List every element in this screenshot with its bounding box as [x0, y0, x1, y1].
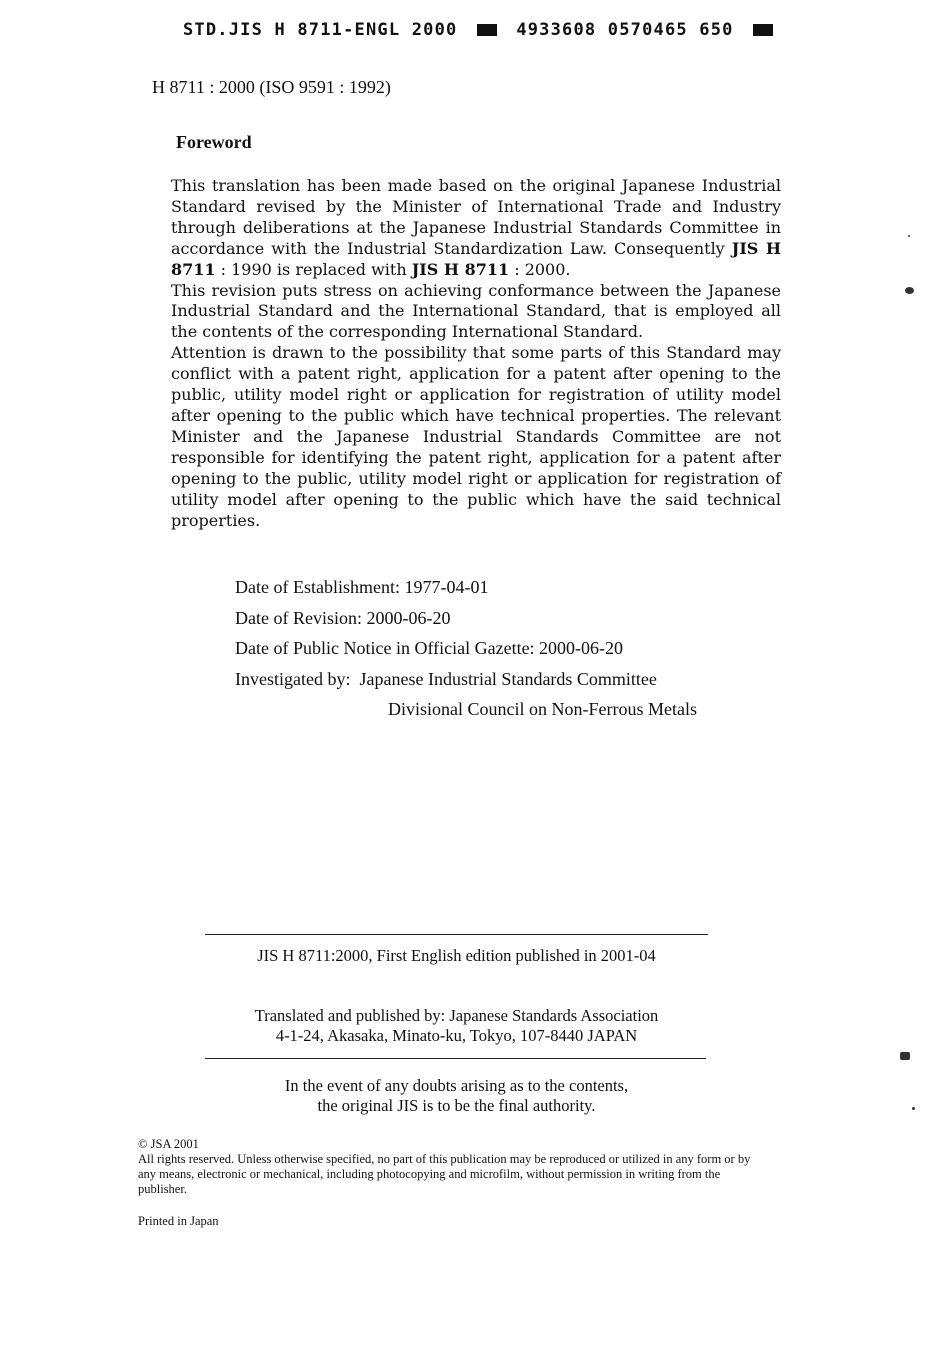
black-bar-mark: [477, 24, 497, 36]
standard-ref: JIS H 8711: [411, 259, 510, 279]
date-establishment: Date of Establishment: 1977-04-01: [235, 577, 489, 597]
scan-speck: [900, 1052, 910, 1060]
investigated-label: Investigated by:: [235, 668, 351, 689]
date-revision: Date of Revision: 2000-06-20: [235, 607, 451, 628]
foreword-paragraph: This translation has been made based on the original Japanese Industrial Standard revised by the Minister of International Trade and Industry through deliberations at the Japanese Industrial Standards Committee in accordance with the Industrial Standardization Law. Consequently JIS H 8711 : 1990 is replaced with JIS H 8711 : 2000.: [171, 176, 781, 279]
dates-block: [235, 572, 697, 725]
scan-speck: [912, 1107, 915, 1110]
investigated-committee: Japanese Industrial Standards Committee: [359, 668, 657, 689]
standard-ref: JIS H 8711: [171, 238, 781, 279]
document-code-header: [183, 20, 781, 40]
foreword-paragraph: Attention is drawn to the possibility that some parts of this Standard may conflict with a patent right, application for a patent after opening to the public, utility model right or application for registration of utility model after opening to the public which have technical properties. The relevant Minister and the Japanese Industrial Standards Committee are not responsible for identifying the patent right, application for a patent after opening to the public, utility model right or application for registration of utility model after opening to the public which have the said technical properties.: [171, 343, 781, 530]
foreword-paragraph: This revision puts stress on achieving conformance between the Japanese Industrial Standard and the International Standard, that is employed all the contents of the corresponding International Standard.: [171, 280, 781, 342]
investigated-by: [235, 664, 697, 695]
document-code: STD.JIS H 8711-ENGL 2000: [183, 20, 458, 40]
divider: [205, 1058, 706, 1059]
authority-note: In the event of any doubts arising as to the contents, the original JIS is to be the final authority.: [284, 1076, 629, 1115]
publisher-address: 4-1-24, Akasaka, Minato-ku, Tokyo, 107-8440 JAPAN: [275, 1026, 638, 1045]
copyright-notice: © JSA 2001: [138, 1137, 199, 1151]
edition-note: JIS H 8711:2000, First English edition published in 2001-04: [257, 946, 656, 965]
document-id: H 8711 : 2000 (ISO 9591 : 1992): [152, 77, 391, 97]
date-public-notice: Date of Public Notice in Official Gazette: 2000-06-20: [235, 638, 624, 658]
scan-speck: [905, 287, 914, 294]
scan-speck: [908, 235, 910, 237]
publisher-line: Translated and published by: Japanese Standards Association: [254, 1006, 659, 1025]
foreword-body: [171, 176, 781, 531]
rights-statement: All rights reserved. Unless otherwise specified, no part of this publication may be reproduced or utilized in any form or by any means, electronic or mechanical, including photocopying and microfilm, without permission in writing from the publisher.: [138, 1152, 751, 1196]
divider: [205, 934, 708, 935]
foreword-title: Foreword: [176, 132, 252, 152]
copyright-block: [138, 1137, 768, 1197]
printed-in: Printed in Japan: [138, 1214, 219, 1228]
black-bar-mark: [753, 24, 773, 36]
investigated-council: Divisional Council on Non-Ferrous Metals: [388, 699, 697, 719]
publisher-block: [205, 1006, 708, 1046]
document-serial: 4933608 0570465 650: [516, 20, 734, 40]
